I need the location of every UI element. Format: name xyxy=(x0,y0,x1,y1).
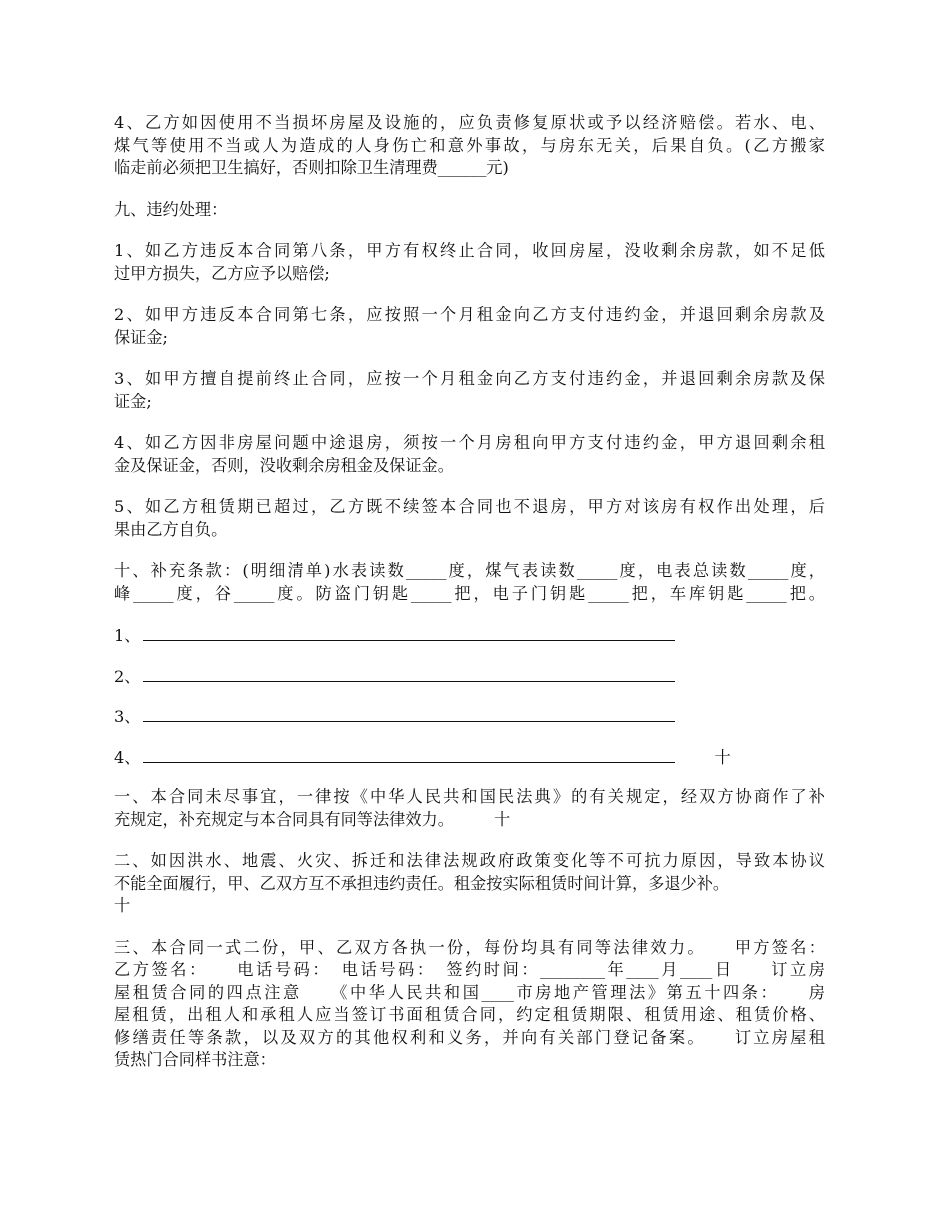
supplement-3 xyxy=(114,937,825,1072)
fill-line-number: 2、 xyxy=(114,666,141,686)
blank-underline xyxy=(143,665,675,682)
fill-line-4 xyxy=(114,746,825,769)
section-9-item-2 xyxy=(114,304,825,349)
text-line: 保证金; xyxy=(114,327,169,347)
text-line: 3、如甲方擅自提前终止合同，应按一个月租金向乙方支付违约金，并退回剩余房款及保 xyxy=(114,369,825,388)
text-line: 证金; xyxy=(114,391,152,411)
blank-underline xyxy=(143,705,675,722)
text-line: 4、乙方如因使用不当损坏房屋及设施的，应负责修复原状或予以经济赔偿。若水、电、 xyxy=(114,113,825,132)
fill-line-2 xyxy=(114,665,825,688)
text-line: 修缮责任等条款，以及双方的其他权利和义务，并向有关部门登记备案。 订立房屋租 xyxy=(114,1027,825,1047)
fill-line-3 xyxy=(114,705,825,728)
cross-mark: 十 xyxy=(114,896,131,915)
text-line: 临走前必须把卫生搞好，否则扣除卫生清理费______元) xyxy=(114,158,509,177)
clause-8-item-4 xyxy=(114,112,825,180)
text-line: 十、补充条款：(明细清单)水表读数_____度，煤气表读数_____度，电表总读数_____度， xyxy=(114,561,825,580)
text-line: 煤气等使用不当或人为造成的人身伤亡和意外事故，与房东无关，后果自负。(乙方搬家 xyxy=(114,135,825,155)
fill-line-number: 1、 xyxy=(114,626,141,645)
blank-underline xyxy=(143,746,675,763)
text-line: 二、如因洪水、地震、火灾、拆迁和法律法规政府政策变化等不可抗力原因，导致本协议 xyxy=(114,851,825,870)
section-10-supplementary xyxy=(114,560,825,605)
blank-underline xyxy=(143,624,675,641)
text-line: 金及保证金，否则，没收剩余房租金及保证金。 xyxy=(114,455,454,475)
fill-line-number: 3、 xyxy=(114,707,141,726)
heading: 九、违约处理： xyxy=(114,199,228,219)
cross-mark: 十 xyxy=(493,809,511,829)
text-line: 三、本合同一式二份，甲、乙双方各执一份，每份均具有同等法律效力。 甲方签名： xyxy=(114,937,825,957)
fill-line-1 xyxy=(114,624,825,647)
text-line: 过甲方损失，乙方应予以赔偿; xyxy=(114,263,330,283)
text-line: 屋租赁，出租人和承租人应当签订书面租赁合同，约定租赁期限、租赁用途、租赁价格、 xyxy=(114,1005,825,1024)
section-9-item-3 xyxy=(114,368,825,413)
text-line: 赁热门合同样书注意： xyxy=(114,1050,276,1069)
text-line: 一、本合同未尽事宜，一律按《中华人民共和国民法典》的有关规定，经双方协商作了补 xyxy=(114,787,825,806)
section-9-item-1 xyxy=(114,240,825,285)
text-line: 乙方签名： 电话号码： 电话号码： 签约时间：________年____月____日 订立房 xyxy=(114,960,825,979)
section-9-item-5 xyxy=(114,496,825,541)
text-line: 不能全面履行，甲、乙双方互不承担违约责任。租金按实际租赁时间计算，多退少补。 xyxy=(114,873,730,893)
cross-mark: 十 xyxy=(714,747,731,767)
fill-line-number: 4、 xyxy=(114,747,141,767)
text-line: 果由乙方自负。 xyxy=(114,519,228,539)
text-line: 5、如乙方租赁期已超过，乙方既不续签本合同也不退房，甲方对该房有权作出处理，后 xyxy=(114,497,825,516)
text-line: 4、如乙方因非房屋问题中途退房，须按一个月房租向甲方支付违约金，甲方退回剩余租 xyxy=(114,433,825,452)
supplement-2 xyxy=(114,850,825,918)
text-run: 充规定，补充规定与本合同具有同等法律效力。 xyxy=(114,809,454,829)
text-line: 1、如乙方违反本合同第八条，甲方有权终止合同，收回房屋，没收剩余房款，如不足低 xyxy=(114,241,825,260)
text-line: 峰_____度，谷_____度。防盗门钥匙_____把，电子门钥匙_____把，车库钥匙_____把。 xyxy=(114,583,825,603)
section-9-title xyxy=(114,199,825,222)
section-9-item-4 xyxy=(114,432,825,477)
text-line: 2、如甲方违反本合同第七条，应按照一个月租金向乙方支付违约金，并退回剩余房款及 xyxy=(114,305,825,324)
supplement-1 xyxy=(114,786,825,831)
text-line xyxy=(114,809,825,832)
text-line: 屋租赁合同的四点注意 《中华人民共和国____市房地产管理法》第五十四条： 房 xyxy=(114,982,825,1002)
